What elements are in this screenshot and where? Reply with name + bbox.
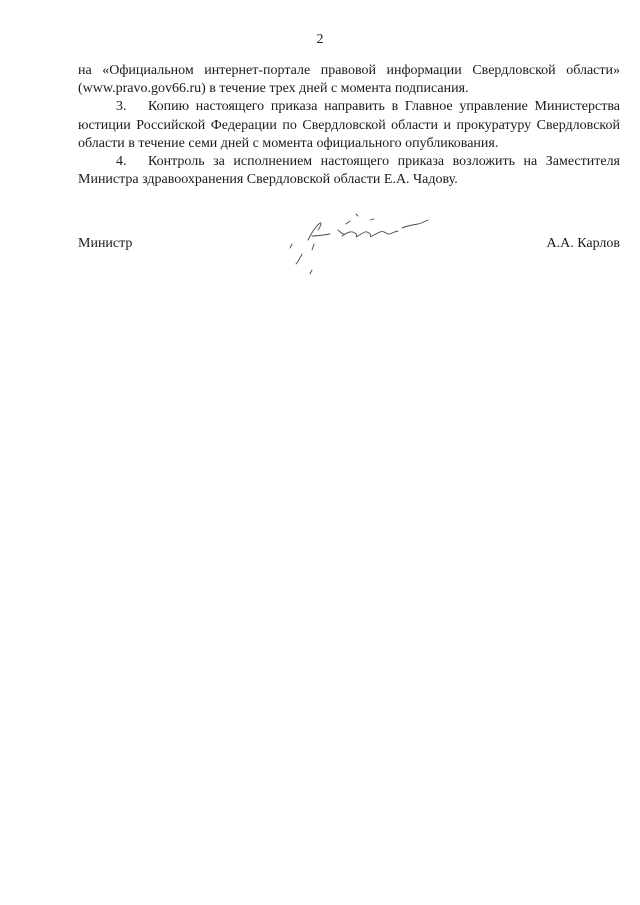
document-body [78, 62, 620, 189]
paragraph-number: 4. [116, 154, 127, 170]
paragraph-number: 3. [116, 99, 127, 115]
signatory-position: Министр [78, 236, 133, 251]
paragraph-text: Контроль за исполнением настоящего приказа возложить на Заместителя Министра здравоохранения Свердловской области Е.А. Чадову. [78, 154, 620, 188]
handwritten-signature [278, 210, 438, 290]
signature-block [78, 236, 620, 296]
paragraph-text: Копию настоящего приказа направить в Главное управление Министерства юстиции Российской Федерации по Свердловской области и прокуратуру Свердловской области в течение семи дней с момента официального опубликования. [78, 99, 620, 151]
signatory-name: А.А. Карлов [546, 236, 620, 251]
page-number: 2 [316, 32, 324, 47]
paragraph-item-4 [78, 153, 620, 189]
paragraph-item-3 [78, 98, 620, 153]
paragraph-continuation [78, 62, 620, 98]
paragraph-text: на «Официальном интернет-портале правовой информации Свердловской области» (www.pravo.gov66.ru) в течение трех дней с момента подписания. [78, 63, 620, 97]
